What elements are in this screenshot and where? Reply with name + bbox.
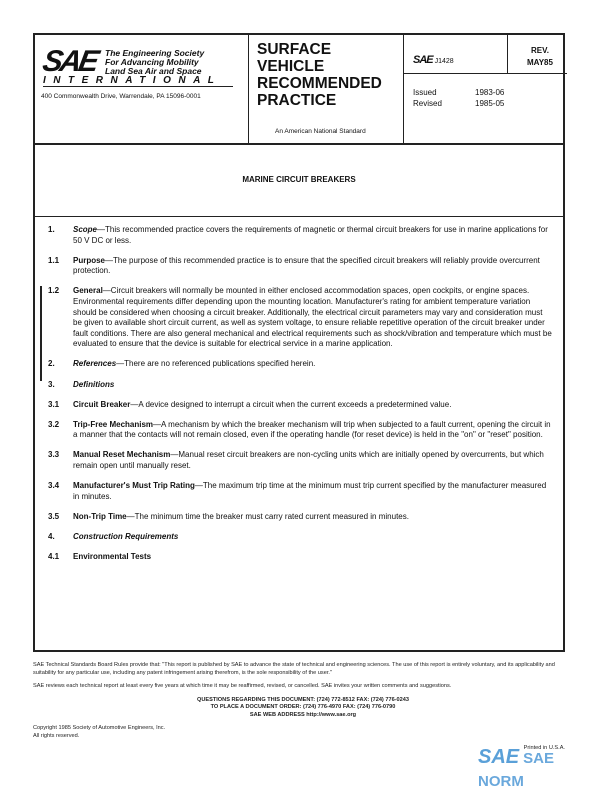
document-frame <box>33 33 565 652</box>
sae-norm-watermark: SAE SAE NORM <box>478 746 554 790</box>
section-number: 3.1 <box>48 399 60 409</box>
document-title: MARINE CIRCUIT BREAKERS <box>35 143 563 217</box>
section-number: 2. <box>48 359 55 369</box>
section-text: —There are no referenced publications specified herein. <box>116 359 316 369</box>
section-number: 4.1 <box>48 551 60 561</box>
section-text: —Manual reset circuit breakers are non-cycling units which are initially opened by overcurrents, but which remain open until manually reset. <box>73 450 544 470</box>
section-1-2 <box>48 286 553 350</box>
section-heading: References <box>73 359 117 369</box>
section-heading: Manufacturer's Must Trip Rating <box>73 481 195 491</box>
section-4 <box>48 532 553 543</box>
section-3 <box>48 380 553 391</box>
questions-line: QUESTIONS REGARDING THIS DOCUMENT: (724) 772-8512 FAX: (724) 776-0243 <box>196 696 409 703</box>
document-type: SURFACE VEHICLE RECOMMENDED PRACTICE <box>257 41 382 109</box>
section-text: —The maximum trip time at the minimum must trip current specified by the manufacturer measured in minutes. <box>73 481 547 501</box>
section-3-2 <box>48 420 553 441</box>
section-heading: Definitions <box>73 379 115 389</box>
section-number: 3.5 <box>48 511 60 521</box>
section-number: 1. <box>48 225 55 234</box>
web-line: SAE WEB ADDRESS http://www.sae.org <box>249 711 357 718</box>
section-number: 1.2 <box>48 286 60 296</box>
issue-dates: Issued 1983-06 Revised 1985-05 <box>413 88 505 108</box>
section-3-4 <box>48 481 553 502</box>
section-number: 3. <box>48 379 55 389</box>
section-3-1 <box>48 400 553 411</box>
section-number: 3.3 <box>48 450 60 460</box>
section-text: —A device designed to interrupt a circuit when the current exceeds a predetermined value. <box>130 399 452 409</box>
footer <box>33 662 573 751</box>
rules-text: SAE Technical Standards Board Rules provide that: "This report is published by SAE to advance the state of technical and engineering sciences. The use of this report is entirely voluntary, and its applicability and suitability for any particular use, including any patent infringement arising therefrom, is the sole responsibility of the user." <box>33 662 555 676</box>
change-bar <box>40 286 42 381</box>
address: 400 Commonwealth Drive, Warrendale, PA 15096-0001 <box>41 93 201 100</box>
document-body <box>48 225 553 572</box>
section-text: —The minimum time the breaker must carry rated current measured in minutes. <box>126 511 409 521</box>
printed: Printed in U.S.A. <box>523 745 565 751</box>
doc-number: SAE J1428 <box>413 54 454 66</box>
section-heading: Construction Requirements <box>73 531 179 541</box>
section-number: 4. <box>48 531 55 541</box>
review-text: SAE reviews each technical report at least every five years at which time it may be reaffirmed, revised, or cancelled. SAE invites your written comments and suggestions. <box>33 683 452 689</box>
section-3-5 <box>48 512 553 523</box>
section-text: —This recommended practice covers the requirements of magnetic or thermal circuit breakers for use in marine applications for 50 V DC or less. <box>73 225 548 245</box>
section-heading: Purpose <box>73 255 106 265</box>
section-1-1 <box>48 256 553 277</box>
section-text: —Circuit breakers will normally be mounted in either enclosed accommodation spaces, open cockpits, or engine spaces. Environmental requirements differ depending upon the mounting location. Manufacturer's rating for ambient temperature variation should be considered when choosing a circuit breaker. Additionally, the electrical circuit parameters may vary and consideration must be given to available short circuit current, as well as system voltage, to ensure reliable repetitive operation of the circuit breaker under fault conditions. There are also general mechanical and electrical requirements such as shock/vibration and temperature which must be evaluated to ensure that the device is suitable for electrical service in a marine application. <box>73 286 552 349</box>
section-heading: Scope <box>73 225 98 234</box>
international-label: INTERNATIONAL <box>43 75 233 87</box>
section-heading: Circuit Breaker <box>73 399 131 409</box>
section-text: —The purpose of this recommended practice is to ensure that the specified circuit breakers will reliably provide overcurrent protection. <box>73 255 540 276</box>
section-text: —A mechanism by which the breaker mechanism will trip when subjected to a fault current, opening the circuit in a manner that the contacts will not remain closed, even if the operating handle (for reset device) is held in the "on" or "reset" position. <box>73 419 551 440</box>
section-2 <box>48 359 553 370</box>
section-heading: Environmental Tests <box>73 551 152 561</box>
section-number: 1.1 <box>48 255 60 265</box>
section-1 <box>48 225 553 246</box>
copyright: Copyright 1985 Society of Automotive Engineers, Inc. <box>33 725 166 731</box>
section-4-1 <box>48 552 553 563</box>
rights: All rights reserved. <box>33 732 80 739</box>
section-3-3 <box>48 450 553 471</box>
sae-logo: SAE The Engineering Society For Advancing Mobility Land Sea Air and Space <box>40 45 205 78</box>
order-line: TO PLACE A DOCUMENT ORDER: (724) 776-4970 FAX: (724) 776-0790 <box>210 704 396 710</box>
ans-label: An American National Standard <box>275 128 366 135</box>
section-heading: General <box>73 286 103 296</box>
revision: REV. MAY85 <box>527 46 553 67</box>
section-heading: Trip-Free Mechanism <box>73 419 154 429</box>
section-number: 3.2 <box>48 419 60 429</box>
section-heading: Non-Trip Time <box>73 511 127 521</box>
section-heading: Manual Reset Mechanism <box>73 450 171 460</box>
section-number: 3.4 <box>48 481 60 491</box>
header <box>35 35 563 145</box>
